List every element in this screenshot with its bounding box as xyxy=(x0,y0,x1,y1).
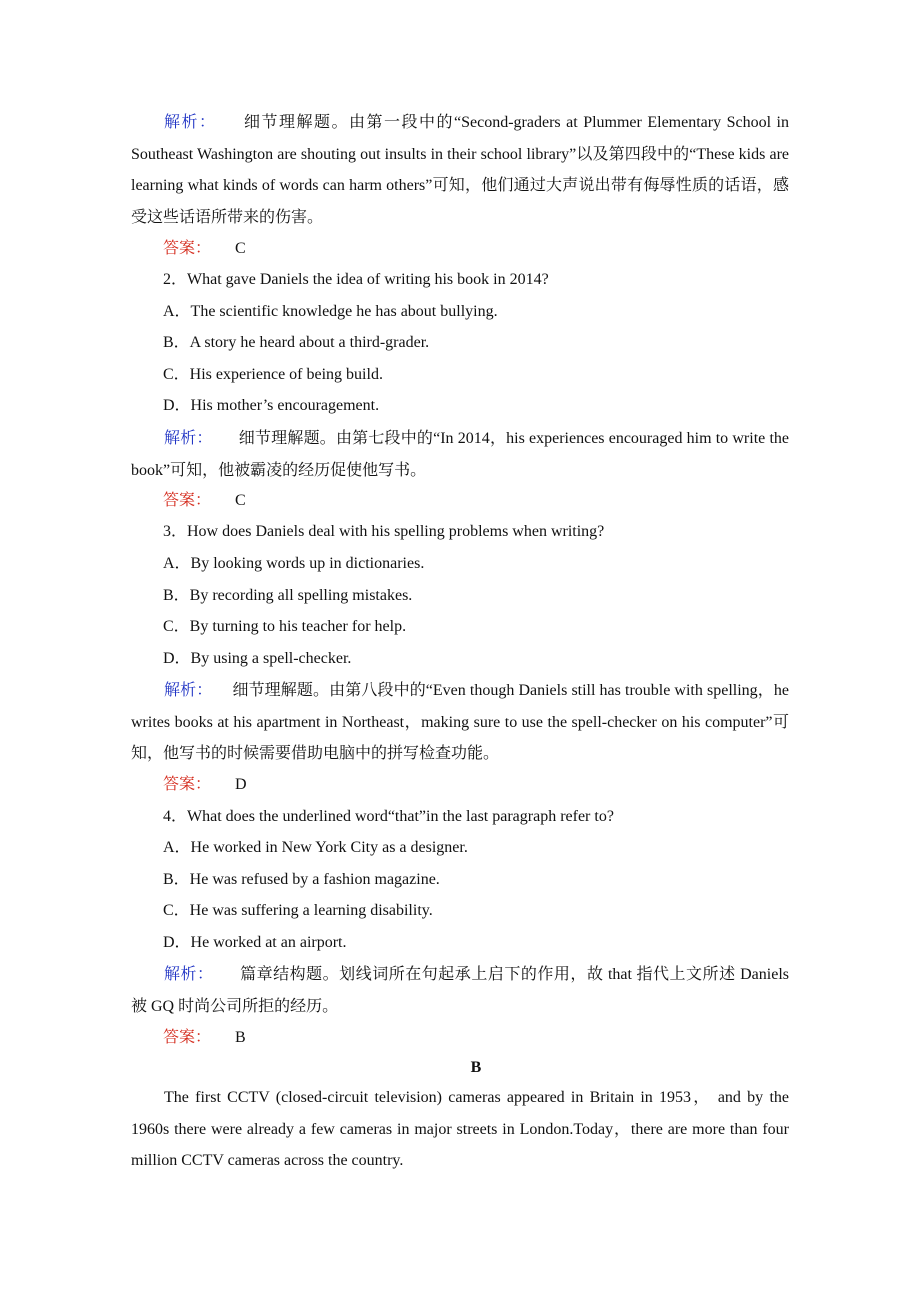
q4-option-c: C．He was suffering a learning disability. xyxy=(163,902,433,919)
q4-option-d: D．He worked at an airport. xyxy=(163,934,347,951)
q2-answer-label: 答案： xyxy=(163,492,212,509)
q2-answer xyxy=(163,491,246,511)
q2-option-c: C．His experience of being build. xyxy=(163,366,383,383)
q4-answer xyxy=(163,1028,246,1048)
q3-option-c: C．By turning to his teacher for help. xyxy=(163,618,407,635)
q4-answer-value: B xyxy=(235,1029,246,1046)
q2-analysis-text: 细节理解题。由第七段中的“In 2014，his experiences encouraged him to write the book”可知，他被霸凌的经历促使他写书。 xyxy=(131,430,789,479)
q2-analysis xyxy=(131,423,789,486)
q2-option-a: A．The scientific knowledge he has about bullying. xyxy=(163,303,498,320)
q3-answer-label: 答案： xyxy=(163,776,212,793)
q4-analysis xyxy=(131,959,789,1022)
q3-option-d: D．By using a spell-checker. xyxy=(163,650,352,667)
q3-answer-value: D xyxy=(235,776,247,793)
q3-analysis-text: 细节理解题。由第八段中的“Even though Daniels still has trouble with spelling，he writes books at his apartment in Northeast，making sure to use the spell-checker on his computer”可知，他写书的时候需要借助电脑中的拼写检查功能。 xyxy=(131,682,789,763)
q2-analysis-label: 解析： xyxy=(164,430,213,447)
q4-analysis-text: 篇章结构题。划线词所在句起承上启下的作用，故 that 指代上文所述 Daniels 被 GQ 时尚公司所拒的经历。 xyxy=(131,966,789,1015)
q4-answer-label: 答案： xyxy=(163,1029,212,1046)
q1-analysis xyxy=(131,107,789,233)
q3-option-a: A．By looking words up in dictionaries. xyxy=(163,555,425,572)
q1-analysis-label: 解析： xyxy=(164,114,217,131)
q2-answer-value: C xyxy=(235,492,246,509)
section-paragraph: The first CCTV (closed-circuit television) cameras appeared in Britain in 1953， and by the 1960s there were already a few cameras in major streets in London.Today，there are more than four million CCTV cameras across the country. xyxy=(131,1089,789,1170)
q4-analysis-label: 解析： xyxy=(164,966,214,983)
q4-option-b: B．He was refused by a fashion magazine. xyxy=(163,871,440,888)
q2-option-b: B．A story he heard about a third-grader. xyxy=(163,334,430,351)
q3-answer xyxy=(163,775,247,795)
q2-question: 2．What gave Daniels the idea of writing his book in 2014? xyxy=(163,271,549,288)
q1-answer xyxy=(163,239,246,259)
q1-answer-label: 答案： xyxy=(163,240,212,257)
q3-option-b: B．By recording all spelling mistakes. xyxy=(163,587,413,604)
section-heading: B xyxy=(470,1059,482,1076)
q3-analysis xyxy=(131,675,789,770)
q4-option-a: A．He worked in New York City as a designer. xyxy=(163,839,468,856)
q4-question: 4．What does the underlined word“that”in the last paragraph refer to? xyxy=(163,808,614,825)
q3-question: 3．How does Daniels deal with his spelling problems when writing? xyxy=(163,523,605,540)
q1-analysis-text: 细节理解题。由第一段中的“Second-graders at Plummer Elementary School in Southeast Washington are shouting out insults in their school library”以及第四段中的“These kids are learning what kinds of words can harm others”可知，他们通过大声说出带有侮辱性质的话语，感受这些话语所带来的伤害。 xyxy=(131,114,789,226)
q2-option-d: D．His mother’s encouragement. xyxy=(163,397,380,414)
q1-answer-value: C xyxy=(235,240,246,257)
q3-analysis-label: 解析： xyxy=(164,682,213,699)
